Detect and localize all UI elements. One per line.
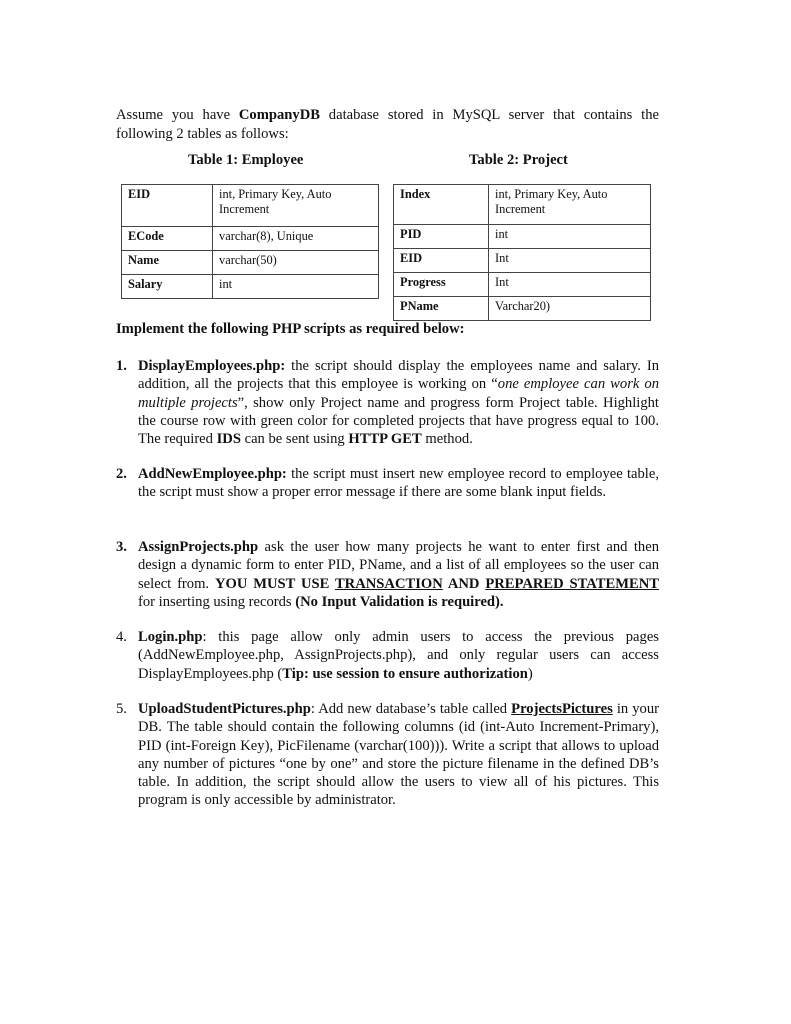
table-row	[394, 297, 651, 321]
item-text: DisplayEmployees.php: the script should display the employees name and salary. In addition, all the projects that this employee is working on “one employee can work on multiple projects”, show only Project name and progress form Project table. Highlight the course row with green color for completed projects that have progress equal to 100. The required IDS can be sent using HTTP GET method.	[138, 358, 659, 448]
table-row	[394, 273, 651, 297]
item-number: 1.	[116, 358, 127, 374]
list-item	[116, 700, 659, 810]
table1-caption: Table 1: Employee	[188, 152, 304, 168]
table-row	[122, 251, 379, 275]
intro-text-2: database stored in MySQL server that contains the following 2 tables as follows:	[116, 107, 659, 142]
list-item	[116, 628, 659, 683]
field-type: int	[489, 225, 651, 249]
field-name: PID	[394, 225, 489, 249]
employee-table	[121, 184, 379, 299]
item-text: Login.php: this page allow only admin users to access the previous pages (AddNewEmployee.php, AssignProjects.php), and only regular users can access DisplayEmployees.php (Tip: use session to ensure authorization)	[138, 629, 659, 682]
item-text: AddNewEmployee.php: the script must insert new employee record to employee table, the script must show a proper error message if there are some blank input fields.	[138, 466, 659, 501]
table-row	[394, 225, 651, 249]
field-type: int	[213, 275, 379, 299]
item-text: UploadStudentPictures.php: Add new database’s table called ProjectsPictures in your DB. The table should contain the following columns (id (int-Auto Increment-Primary), PID (int-Foreign Key), PicFilename (varchar(100))). Write a script that allows to upload any number of pictures “one by one” and store the picture filename in the defined DB’s table. In addition, the script should allow the users to view all of his pictures. This program is only accessible by administrator.	[138, 701, 659, 809]
item-number: 2.	[116, 466, 127, 482]
list-item	[116, 357, 659, 448]
field-type: Int	[489, 249, 651, 273]
field-name: Progress	[394, 273, 489, 297]
table-row	[122, 185, 379, 227]
field-type: int, Primary Key, Auto Increment	[489, 185, 651, 225]
field-name: Name	[122, 251, 213, 275]
item-number: 5.	[116, 701, 127, 717]
field-name: ECode	[122, 227, 213, 251]
field-name: EID	[122, 185, 213, 227]
field-name: EID	[394, 249, 489, 273]
item-text: AssignProjects.php ask the user how many projects he want to enter first and then design a dynamic form to enter PID, PName, and a list of all employees so the user can select from. YOU MUST USE TRANSACTION AND PREPARED STATEMENT for inserting using records (No Input Validation is required).	[138, 539, 659, 610]
intro-paragraph	[116, 106, 659, 144]
database-name: CompanyDB	[238, 107, 320, 123]
intro-text-1: Assume you have	[116, 107, 239, 123]
table-row	[122, 227, 379, 251]
list-item	[116, 465, 659, 502]
project-table	[393, 184, 651, 321]
field-type: Varchar20)	[489, 297, 651, 321]
field-type: Int	[489, 273, 651, 297]
field-name: Index	[394, 185, 489, 225]
list-item	[116, 538, 659, 611]
item-number: 4.	[116, 629, 127, 645]
item-number: 3.	[116, 539, 127, 555]
table2-caption: Table 2: Project	[469, 152, 568, 168]
field-name: PName	[394, 297, 489, 321]
field-type: varchar(8), Unique	[213, 227, 379, 251]
table-row	[122, 275, 379, 299]
table-row	[394, 249, 651, 273]
field-type: int, Primary Key, Auto Increment	[213, 185, 379, 227]
section-heading: Implement the following PHP scripts as required below:	[116, 321, 465, 337]
field-name: Salary	[122, 275, 213, 299]
field-type: varchar(50)	[213, 251, 379, 275]
table-row	[394, 185, 651, 225]
